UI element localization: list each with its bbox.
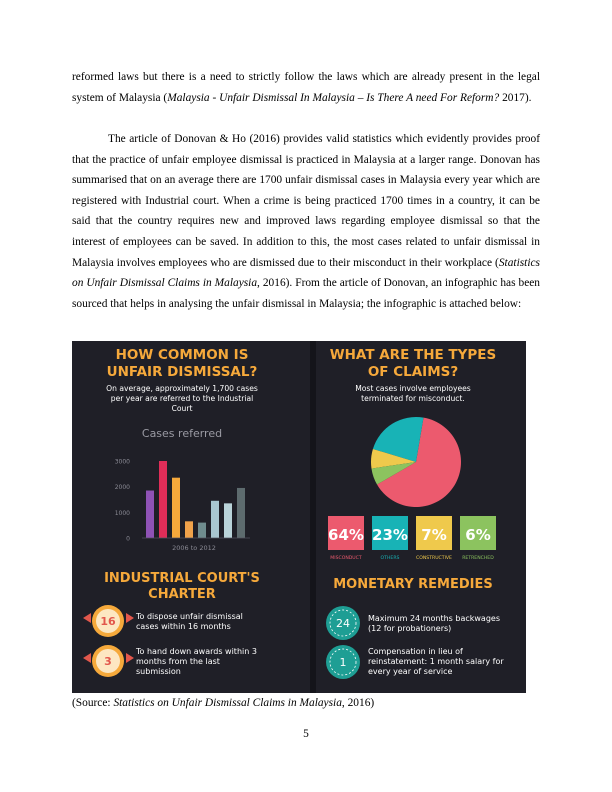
- paragraph-1-text: reformed laws but there is a need to strictly follow the laws which are already present in the legal system of Malaysia (: [72, 71, 540, 104]
- paragraph-1: [72, 67, 540, 108]
- bar-mark: [237, 488, 245, 538]
- right-subtitle-2: terminated for misconduct.: [361, 394, 465, 403]
- left-title-1: HOW COMMON IS: [115, 347, 249, 363]
- y-tick-label: 3000: [114, 458, 130, 466]
- page-number: 5: [303, 728, 309, 740]
- badge-24-label: 24: [336, 617, 350, 630]
- percent-tile-category: MISCONDUCT: [330, 556, 362, 561]
- ribbon-right: [126, 653, 134, 663]
- remedy-24-line1: Maximum 24 months backwages: [368, 614, 500, 623]
- paragraph-2-tail: , 2016). From the article of Donovan, an infographic has been sourced that helps in analysing the unfair dismissal in Malaysia; the infographic is attached below:: [72, 277, 540, 310]
- percent-tile-value: 64%: [328, 526, 364, 544]
- charter-16-line2: cases within 16 months: [136, 622, 231, 631]
- charter-3-line1: To hand down awards within 3: [136, 647, 257, 656]
- percent-tile-category: OTHERS: [380, 556, 400, 561]
- percent-tile-category: CONSTRUCTIVE: [416, 556, 452, 561]
- y-tick-label: 2000: [114, 484, 130, 492]
- charter-16-line1: To dispose unfair dismissal: [136, 612, 243, 621]
- y-tick-label: 1000: [114, 509, 130, 517]
- bar-mark: [224, 503, 232, 538]
- bar-mark: [172, 478, 180, 538]
- bar-mark: [185, 521, 193, 538]
- ribbon-left: [83, 613, 91, 623]
- bar-mark: [146, 491, 154, 538]
- right-subtitle-1: Most cases involve employees: [355, 384, 471, 393]
- remedy-1-line3: every year of service: [368, 667, 453, 676]
- citation-year: 2017).: [499, 91, 532, 104]
- charter-3-line2: months from the last: [136, 657, 220, 666]
- percent-tile-value: 23%: [372, 526, 408, 544]
- left-subtitle-1: On average, approximately 1,700 cases: [106, 384, 258, 393]
- paragraph-2-text: The article of Donovan & Ho (2016) provides valid statistics which evidently provides proof that the practice of unfair employee dismissal is practiced in Malaysia at a larger range. Donovan has summarised that on an average there are 1700 unfair dismissal cases in Malaysia every year which are registered with Industrial court. When a crime is being practiced 1700 times in a country, it can be said that the country requires new and improved laws regarding employee dismissal so that the interest of employees can be saved. In addition to this, the most cases related to unfair dismissal in Malaysia involves employees who are dismissed due to their misconduct in their workplace (: [72, 133, 540, 269]
- remedy-item-24: [326, 606, 500, 640]
- percent-tile-category: RETRENCHED: [462, 556, 494, 561]
- caption-prefix: (Source:: [72, 697, 114, 709]
- caption-suffix: , 2016): [341, 697, 375, 709]
- citation-title: Statistics on Unfair Dismissal Claims in Malaysia: [72, 256, 540, 290]
- x-axis-label: 2006 to 2012: [172, 544, 216, 552]
- badge-1-label: 1: [339, 656, 347, 669]
- charter-item-16: [83, 605, 243, 637]
- left-title-2: UNFAIR DISMISSAL?: [106, 364, 258, 380]
- infographic: [72, 341, 526, 693]
- bar-mark: [198, 523, 206, 538]
- remedy-1-line2: reinstatement: 1 month salary for: [368, 657, 504, 666]
- ribbon-left: [83, 653, 91, 663]
- paragraph-2: [72, 129, 540, 314]
- bar-mark: [211, 501, 219, 538]
- charter-title-2: CHARTER: [148, 587, 216, 602]
- percent-tile-value: 7%: [421, 526, 447, 544]
- bar-mark: [159, 461, 167, 538]
- pie-percent-tiles: [328, 516, 496, 561]
- left-subtitle-3: Court: [171, 404, 193, 413]
- badge-3-label: 3: [104, 655, 112, 668]
- right-title-2: OF CLAIMS?: [367, 364, 459, 380]
- remedy-24-line2: (12 for probationers): [368, 624, 452, 633]
- remedies-title: MONETARY REMEDIES: [333, 577, 493, 592]
- percent-tile-value: 6%: [465, 526, 491, 544]
- bar-chart: [115, 427, 250, 552]
- pie-chart: [371, 417, 461, 507]
- figure-caption: [72, 697, 374, 709]
- left-subtitle-2: per year are referred to the Industrial: [110, 394, 254, 403]
- remedy-1-line1: Compensation in lieu of: [368, 647, 463, 656]
- right-title-1: WHAT ARE THE TYPES: [329, 347, 497, 363]
- citation-title: Malaysia - Unfair Dismissal In Malaysia – Is There A need For Reform?: [167, 91, 500, 104]
- chart-title: Cases referred: [141, 427, 223, 440]
- charter-3-line3: submission: [136, 667, 181, 676]
- charter-item-3: [83, 645, 257, 677]
- y-tick-label: 0: [126, 535, 130, 543]
- ribbon-right: [126, 613, 134, 623]
- remedy-item-1: [326, 645, 504, 679]
- badge-16-label: 16: [100, 615, 116, 628]
- caption-title: Statistics on Unfair Dismissal Claims in Malaysia: [113, 697, 342, 709]
- charter-title-1: INDUSTRIAL COURT'S: [104, 571, 260, 586]
